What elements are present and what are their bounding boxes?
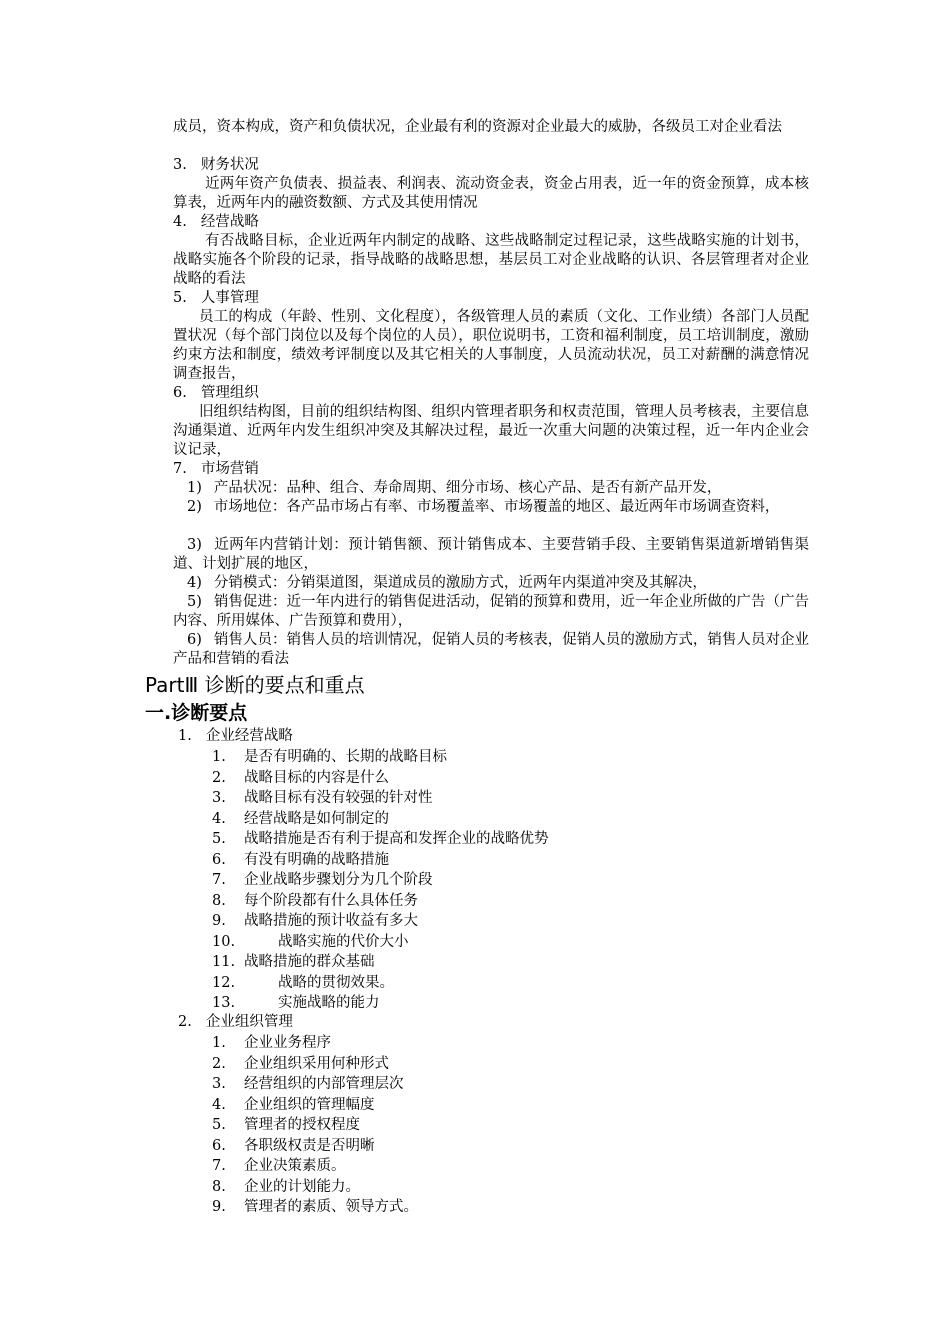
list-item: [212, 953, 375, 972]
org-title: 企业组织管理: [205, 1014, 293, 1030]
list-item-text: 经营战略是如何制定的: [244, 810, 389, 827]
marketing-item-number: 1): [187, 480, 202, 496]
marketing-item-text: 销售促进：近一年内进行的销售促进活动，促销的预算和费用，近一年企业所做的广告（广告内容、所用媒体、广告预算和费用），: [173, 594, 809, 629]
list-item-number: 1.: [212, 1035, 226, 1051]
section-5-body: 员工的构成（年龄、性别、文化程度），各级管理人员的素质（文化、工作业绩）各部门人员配置状况（每个部门岗位以及每个岗位的人员），职位说明书，工资和福利制度，员工培训制度，激励约束方法和制度，绩效考评制度以及其它相关的人事制度，人员流动状况，员工对薪酬的满意情况调查报告，: [173, 309, 809, 382]
section-5-heading: [173, 289, 259, 308]
list-item: [212, 810, 389, 829]
section-5-title: 人事管理: [200, 290, 259, 306]
marketing-item-text: 市场地位：各产品市场占有率、市场覆盖率、市场覆盖的地区、最近两年市场调查资料，: [213, 499, 780, 515]
section-6-heading: [173, 384, 259, 403]
marketing-item: [173, 479, 809, 498]
list-item-number: 7.: [212, 1158, 226, 1174]
list-item-text: 战略实施的代价大小: [278, 933, 409, 950]
section-6-body: 旧组织结构图，目前的组织结构图、组织内管理者职务和权责范围，管理人员考核表，主要信息沟通渠道、近两年内发生组织冲突及其解决过程，最近一次重大问题的决策过程，近一年内企业会议记录，: [173, 404, 809, 458]
section-6-number: 6.: [173, 385, 187, 401]
list-item-number: 3.: [212, 790, 226, 806]
list-item: [212, 1157, 346, 1176]
marketing-item: [173, 536, 809, 574]
list-item: [212, 1034, 331, 1053]
list-item-text: 战略目标有没有较强的针对性: [244, 790, 433, 806]
list-item-number: 13.: [212, 995, 236, 1011]
marketing-item-number: 5): [187, 594, 202, 610]
section-3-heading: [173, 156, 259, 175]
section-3-body: 近两年资产负债表、损益表、利润表、流动资金表，资金占用表，近一年的资金预算，成本核算表，近两年内的融资数额、方式及其使用情况: [173, 176, 809, 211]
list-item-number: 5.: [212, 831, 226, 847]
list-item-text: 经营组织的内部管理层次: [244, 1076, 404, 1092]
list-item: [212, 912, 418, 931]
list-item-number: 11.: [212, 954, 236, 970]
part-title: PartⅢ 诊断的要点和重点: [145, 673, 365, 697]
section-7-heading: [173, 460, 259, 479]
section-title: 一.诊断要点: [145, 702, 248, 724]
list-item-number: 6.: [212, 851, 226, 868]
list-item-number: 6.: [212, 1137, 226, 1154]
section-4-number: 4.: [173, 214, 187, 230]
section-4-body: 有否战略目标，企业近两年内制定的战略、这些战略制定过程记录，这些战略实施的计划书，战略实施各个阶段的记录，指导战略的战略思想，基层员工对企业战略的认识、各层管理者对企业战略的看法: [173, 233, 809, 287]
list-item-number: 2.: [212, 1055, 226, 1072]
list-item: [212, 1075, 404, 1094]
list-item-number: 1.: [212, 749, 226, 765]
list-item-text: 企业决策素质。: [244, 1158, 346, 1174]
marketing-item: [173, 631, 809, 669]
list-item-text: 管理者的授权程度: [244, 1117, 360, 1133]
list-item-text: 是否有明确的、长期的战略目标: [244, 749, 447, 765]
list-item-text: 企业组织的管理幅度: [244, 1096, 375, 1113]
list-item: [212, 933, 409, 952]
list-item: [212, 769, 389, 788]
marketing-item-text: 近两年内营销计划：预计销售额、预计销售成本、主要营销手段、主要销售渠道新增销售渠道、计划扩展的地区，: [173, 537, 809, 572]
list-item: [212, 994, 380, 1013]
section-7-number: 7.: [173, 461, 187, 477]
marketing-item-text: 产品状况：品种、组合、寿命周期、细分市场、核心产品、是否有新产品开发，: [213, 480, 722, 496]
section-3-title: 财务状况: [200, 157, 259, 173]
intro-paragraph: 成员，资本构成，资产和负债状况，企业最有利的资源对企业最大的威胁，各级员工对企业看法: [173, 119, 782, 135]
list-item-text: 有没有明确的战略措施: [244, 851, 389, 868]
list-item-text: 战略的贯彻效果。: [278, 974, 394, 991]
marketing-item-number: 2): [187, 499, 202, 515]
strategy-title: 企业经营战略: [205, 728, 293, 744]
list-item-text: 战略措施的群众基础: [244, 954, 375, 970]
list-item: [212, 871, 433, 890]
list-item-number: 8.: [212, 892, 226, 909]
list-item: [212, 892, 418, 911]
list-item-text: 战略措施是否有利于提高和发挥企业的战略优势: [244, 831, 549, 847]
list-item-number: 7.: [212, 872, 226, 888]
list-item-text: 每个阶段都有什么具体任务: [244, 892, 418, 909]
list-item: [212, 748, 447, 767]
list-item-number: 5.: [212, 1117, 226, 1133]
section-3-number: 3.: [173, 157, 187, 173]
list-item: [212, 1096, 375, 1115]
section-7-title: 市场营销: [200, 461, 259, 477]
marketing-item-number: 6): [187, 632, 202, 648]
list-item-text: 战略措施的预计收益有多大: [244, 913, 418, 929]
list-item-number: 9.: [212, 1199, 226, 1215]
strategy-heading: [178, 727, 293, 746]
marketing-item: [173, 593, 809, 631]
list-item-number: 8.: [212, 1178, 226, 1195]
list-item-text: 战略目标的内容是什么: [244, 769, 389, 786]
list-item: [212, 1055, 389, 1074]
list-item: [212, 1137, 375, 1156]
list-item-text: 企业组织采用何种形式: [244, 1055, 389, 1072]
list-item-number: 12.: [212, 974, 236, 991]
list-item: [212, 851, 389, 870]
section-5-number: 5.: [173, 290, 187, 306]
list-item-number: 2.: [212, 769, 226, 786]
marketing-item: [173, 498, 809, 517]
list-item: [212, 1116, 360, 1135]
section-4-heading: [173, 213, 259, 232]
marketing-item-number: 4): [187, 575, 202, 591]
list-item-text: 企业业务程序: [244, 1035, 331, 1051]
list-item-text: 企业的计划能力。: [244, 1178, 360, 1195]
list-item: [212, 974, 394, 993]
list-item: [212, 789, 433, 808]
list-item-text: 管理者的素质、领导方式。: [244, 1199, 418, 1215]
list-item: [212, 1178, 360, 1197]
marketing-item-text: 分销模式：分销渠道图，渠道成员的激励方式，近两年内渠道冲突及其解决，: [213, 575, 707, 591]
list-item-number: 10.: [212, 933, 236, 950]
section-4-title: 经营战略: [200, 214, 259, 230]
marketing-item-number: 3): [187, 537, 202, 553]
org-number: 2.: [178, 1014, 192, 1030]
list-item-text: 各职级权责是否明晰: [244, 1137, 375, 1154]
list-item-number: 9.: [212, 913, 226, 929]
strategy-number: 1.: [178, 728, 192, 744]
list-item-number: 3.: [212, 1076, 226, 1092]
marketing-item: [173, 574, 809, 593]
org-heading: [178, 1013, 293, 1032]
list-item-text: 实施战略的能力: [278, 995, 380, 1011]
list-item: [212, 830, 549, 849]
list-item: [212, 1198, 418, 1217]
marketing-item-text: 销售人员：销售人员的培训情况，促销人员的考核表，促销人员的激励方式，销售人员对企业产品和营销的看法: [173, 632, 809, 667]
list-item-number: 4.: [212, 810, 226, 827]
list-item-number: 4.: [212, 1096, 226, 1113]
section-6-title: 管理组织: [200, 385, 259, 401]
list-item-text: 企业战略步骤划分为几个阶段: [244, 872, 433, 888]
